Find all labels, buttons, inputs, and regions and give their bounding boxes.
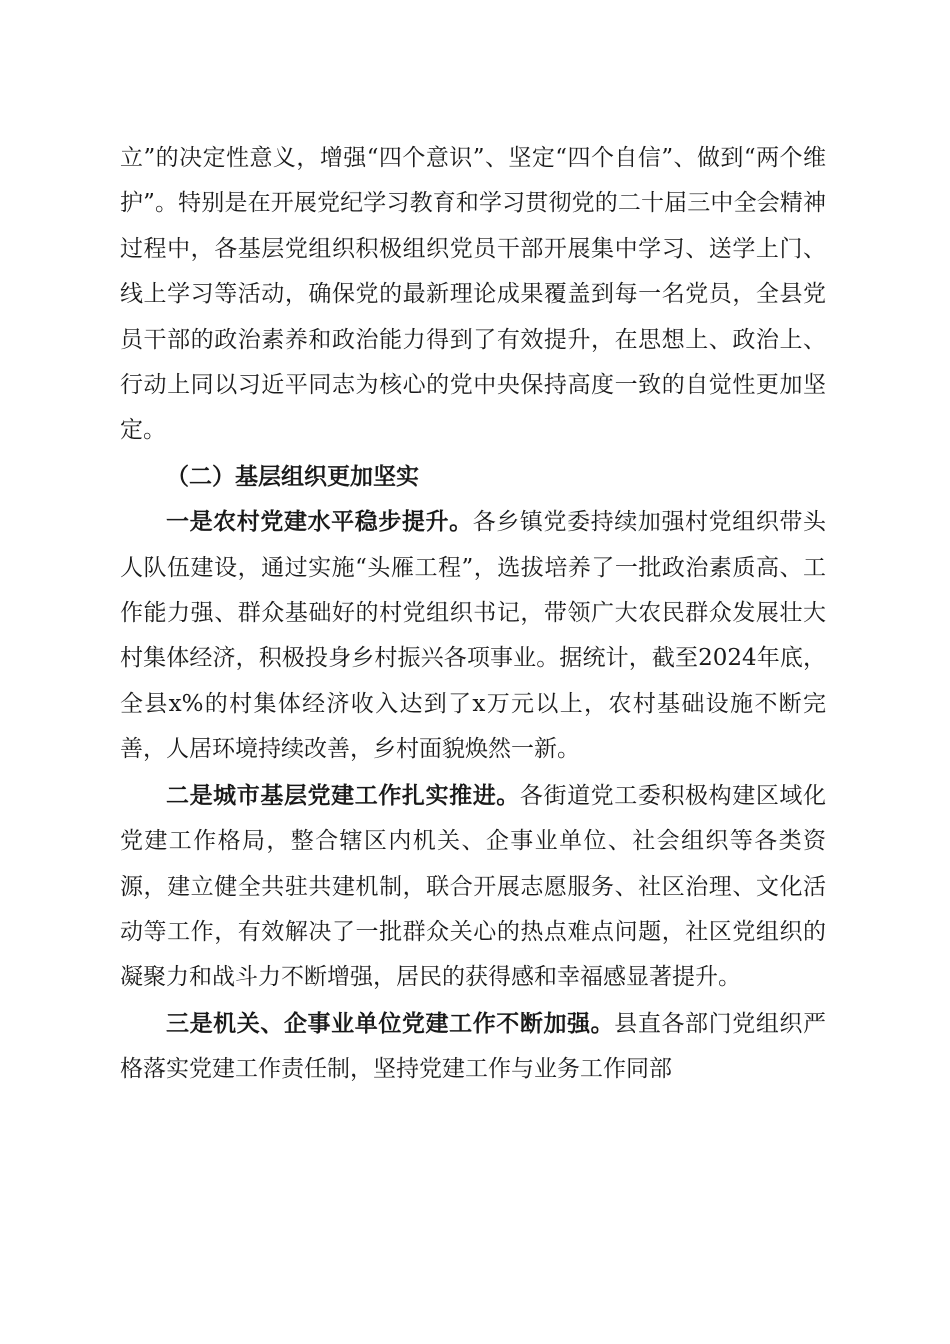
paragraph-lead-institution: 三是机关、企事业单位党建工作不断加强。 xyxy=(166,1009,615,1037)
paragraph-body-urban: 各街道党工委积极构建区域化党建工作格局，整合辖区内机关、企事业单位、社会组织等各类资源，建立健全共驻共建机制，联合开展志愿服务、社区治理、文化活动等工作，有效解决了一批群众关心的热点难点问题，社区党组织的凝聚力和战斗力不断增强，居民的获得感和幸福感显著提升。 xyxy=(120,782,827,991)
paragraph-institution-party-building xyxy=(120,1001,826,1093)
paragraph-lead-rural: 一是农村党建水平稳步提升。 xyxy=(166,508,473,536)
section-heading: （二）基层组织更加坚实 xyxy=(166,462,419,490)
paragraph-continuation: 立”的决定性意义，增强“四个意识”、坚定“四个自信”、做到“两个维护”。特别是在开展党纪学习教育和学习贯彻党的二十届三中全会精神过程中，各基层党组织积极组织党员干部开展集中学习、送学上门、线上学习等活动，确保党的最新理论成果覆盖到每一名党员，全县党员干部的政治素养和政治能力得到了有效提升，在思想上、政治上、行动上同以习近平同志为核心的党中央保持高度一致的自觉性更加坚定。 xyxy=(120,145,826,444)
paragraph-body-rural: 各乡镇党委持续加强村党组织带头人队伍建设，通过实施“头雁工程”，选拔培养了一批政治素质高、工作能力强、群众基础好的村党组织书记，带领广大农民群众发展壮大村集体经济，积极投身乡村振兴各项事业。据统计，截至2024年底，全县x%的村集体经济收入达到了x万元以上，农村基础设施不断完善，人居环境持续改善，乡村面貌焕然一新。 xyxy=(120,509,827,763)
paragraph-rural-party-building xyxy=(120,499,826,772)
paragraph-body-institution: 县直各部门党组织严格落实党建工作责任制，坚持党建工作与业务工作同部 xyxy=(120,1010,827,1083)
document-body xyxy=(120,136,826,1093)
paragraph-lead-urban: 二是城市基层党建工作扎实推进。 xyxy=(166,781,520,809)
paragraph-urban-party-building xyxy=(120,773,826,1001)
